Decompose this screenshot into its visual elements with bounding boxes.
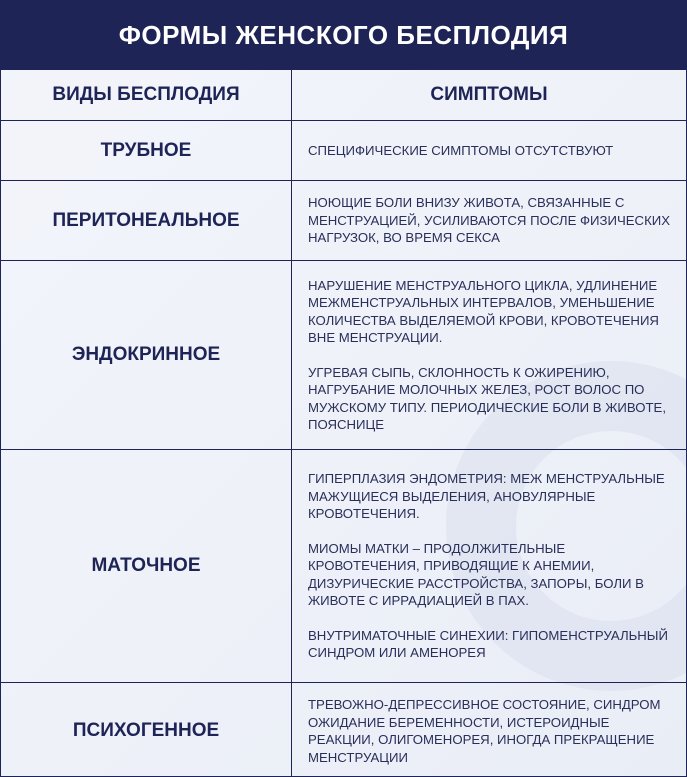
symptom-paragraph: НАРУШЕНИЕ МЕНСТРУАЛЬНОГО ЦИКЛА, УДЛИНЕНИЕ МЕЖМЕНСТРУАЛЬНЫХ ИНТЕРВАЛОВ, УМЕНЬШЕНИЕ КОЛИЧЕСТВА ВЫДЕЛЯЕМОЙ КРОВИ, КРОВОТЕЧЕНИЯ ВНЕ МЕНСТРУАЦИИ.	[308, 277, 659, 345]
type-endocrine: ЭНДОКРИННОЕ	[1, 261, 292, 449]
symptom-paragraph: СПЕЦИФИЧЕСКИЕ СИМПТОМЫ ОТСУТСТВУЮТ	[308, 142, 614, 158]
symptom-paragraph: ВНУТРИМАТОЧНЫЕ СИНЕХИИ: ГИПОМЕНСТРУАЛЬНЫЙ СИНДРОМ ИЛИ АМЕНОРЕЯ	[308, 627, 668, 661]
symptoms-tubal	[292, 121, 686, 180]
symptom-paragraph: МИОМЫ МАТКИ – ПРОДОЛЖИТЕЛЬНЫЕ КРОВОТЕЧЕНИЯ, ПРИВОДЯЩИЕ К АНЕМИИ, ДИЗУРИЧЕСКИЕ РАССТРОЙСТВА, ЗАПОРЫ, БОЛИ В ЖИВОТЕ С ИРРАДИАЦИЕЙ В ПАХ.	[308, 540, 644, 609]
symptom-paragraph: НОЮЩИЕ БОЛИ ВНИЗУ ЖИВОТА, СВЯЗАННЫЕ С МЕНСТРУАЦИЕЙ, УСИЛИВАЮТСЯ ПОСЛЕ ФИЗИЧЕСКИХ НАГРУЗОК, ВО ВРЕМЯ СЕКСА	[308, 195, 671, 246]
type-psychogenic: ПСИХОГЕННОЕ	[1, 683, 292, 777]
table-row-tubal	[1, 121, 686, 181]
symptom-paragraph: ГИПЕРПЛАЗИЯ ЭНДОМЕТРИЯ: МЕЖ МЕНСТРУАЛЬНЫЕ МАЖУЩИЕСЯ ВЫДЕЛЕНИЯ, АНОВУЛЯРНЫЕ КРОВОТЕЧЕНИЯ.	[308, 471, 665, 522]
type-tubal: ТРУБНОЕ	[1, 121, 292, 180]
symptoms-endocrine	[292, 261, 686, 449]
table-row-psychogenic	[1, 683, 686, 777]
header-symptoms: СИМПТОМЫ	[430, 84, 548, 106]
table-row-uterine	[1, 450, 686, 683]
symptom-paragraph: ТРЕВОЖНО-ДЕПРЕССИВНОЕ СОСТОЯНИЕ, СИНДРОМ ОЖИДАНИЕ БЕРЕМЕННОСТИ, ИСТЕРОИДНЫЕ РЕАКЦИИ, ОЛИГОМЕНОРЕЯ, ИНОГДА ПРЕКРАЩЕНИЕ МЕНСТРУАЦИИ	[308, 697, 661, 765]
table-title: ФОРМЫ ЖЕНСКОГО БЕСПЛОДИЯ	[1, 1, 686, 70]
symptoms-psychogenic	[292, 683, 686, 777]
table-row-endocrine	[1, 261, 686, 450]
symptom-paragraph: УГРЕВАЯ СЫПЬ, СКЛОННОСТЬ К ОЖИРЕНИЮ, НАГРУБАНИЕ МОЛОЧНЫХ ЖЕЛЕЗ, РОСТ ВОЛОС ПО МУЖСКОМУ ТИПУ. ПЕРИОДИЧЕСКИЕ БОЛИ В ЖИВОТЕ, ПОЯСНИЦЕ	[308, 364, 667, 432]
table-row-peritoneal	[1, 181, 686, 261]
symptoms-peritoneal	[292, 181, 686, 260]
type-peritoneal: ПЕРИТОНЕАЛЬНОЕ	[1, 181, 292, 260]
type-uterine: МАТОЧНОЕ	[1, 450, 292, 682]
header-types: ВИДЫ БЕСПЛОДИЯ	[1, 70, 292, 120]
symptoms-uterine	[292, 450, 686, 682]
header-row	[1, 70, 686, 121]
